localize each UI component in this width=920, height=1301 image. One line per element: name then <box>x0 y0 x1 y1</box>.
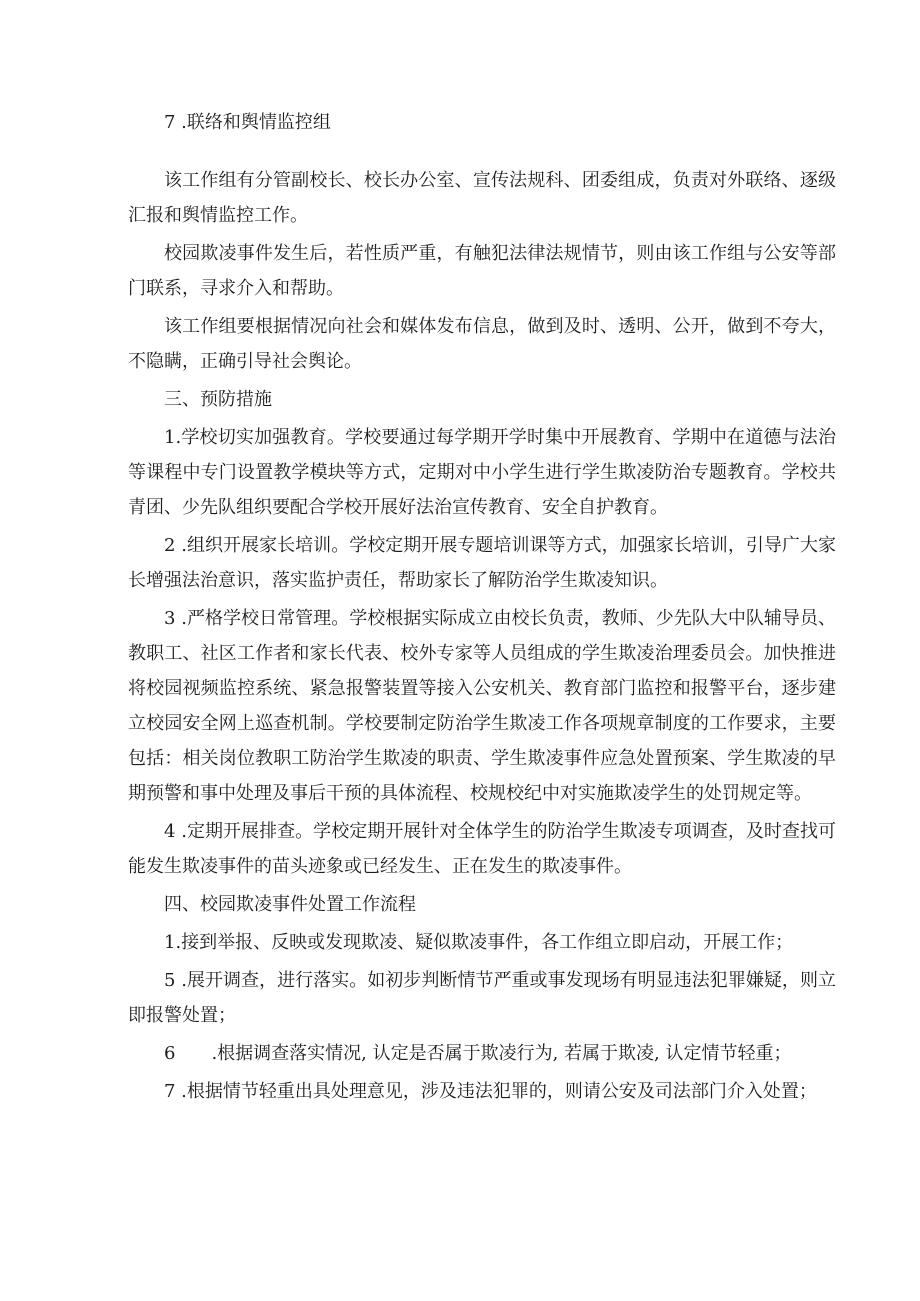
body-paragraph: 校园欺凌事件发生后，若性质严重，有触犯法律法规情节，则由该工作组与公安等部门联系，寻求介入和帮助。 <box>128 243 836 299</box>
section-heading: 四、校园欺凌事件处置工作流程 <box>164 894 416 915</box>
body-paragraph: 3 .严格学校日常管理。学校根据实际成立由校长负责，教师、少先队大中队辅导员、教职工、社区工作者和家长代表、校外专家等人员组成的学生欺凌治理委员会。加快推进将校园视频监控系统、紧急报警装置等接入公安机关、教育部门监控和报警平台，逐步建立校园安全网上巡查机制。学校要制定防治学生欺凌工作各项规章制度的工作要求，主要包括：相关岗位教职工防治学生欺凌的职责、学生欺凌事件应急处置预案、学生欺凌的早期预警和事中处理及事后干预的具体流程、校规校纪中对实施欺凌学生的处罚规定等。 <box>128 608 836 804</box>
body-paragraph: 该工作组有分管副校长、校长办公室、宣传法规科、团委组成，负责对外联络、逐级汇报和舆情监控工作。 <box>128 170 836 226</box>
body-paragraph: 6 .根据调查落实情况, 认定是否属于欺凌行为, 若属于欺凌, 认定情节轻重； <box>164 1043 792 1064</box>
section-heading: 三、预防措施 <box>164 389 272 410</box>
body-paragraph: 该工作组要根据情况向社会和媒体发布信息，做到及时、透明、公开，做到不夸大，不隐瞒，正确引导社会舆论。 <box>128 316 836 372</box>
body-paragraph: 1.学校切实加强教育。学校要通过每学期开学时集中开展教育、学期中在道德与法治等课程中专门设置教学模块等方式，定期对中小学生进行学生欺凌防治专题教育。学校共青团、少先队组织要配合学校开展好法治宣传教育、安全自护教育。 <box>128 427 836 518</box>
body-paragraph: 5 .展开调查，进行落实。如初步判断情节严重或事发现场有明显违法犯罪嫌疑，则立即报警处置； <box>128 970 836 1026</box>
body-paragraph: 1.接到举报、反映或发现欺凌、疑似欺凌事件，各工作组立即启动，开展工作； <box>164 932 794 953</box>
body-paragraph: 4 .定期开展排查。学校定期开展针对全体学生的防治学生欺凌专项调查，及时查找可能发生欺凌事件的苗头迹象或已经发生、正在发生的欺凌事件。 <box>128 821 836 877</box>
body-paragraph: 7 .根据情节轻重出具处理意见，涉及违法犯罪的，则请公安及司法部门介入处置； <box>164 1081 817 1102</box>
list-item-heading: 7 .联络和舆情监控组 <box>164 112 331 133</box>
body-paragraph: 2 .组织开展家长培训。学校定期开展专题培训课等方式，加强家长培训，引导广大家长增强法治意识，落实监护责任，帮助家长了解防治学生欺凌知识。 <box>128 535 836 591</box>
